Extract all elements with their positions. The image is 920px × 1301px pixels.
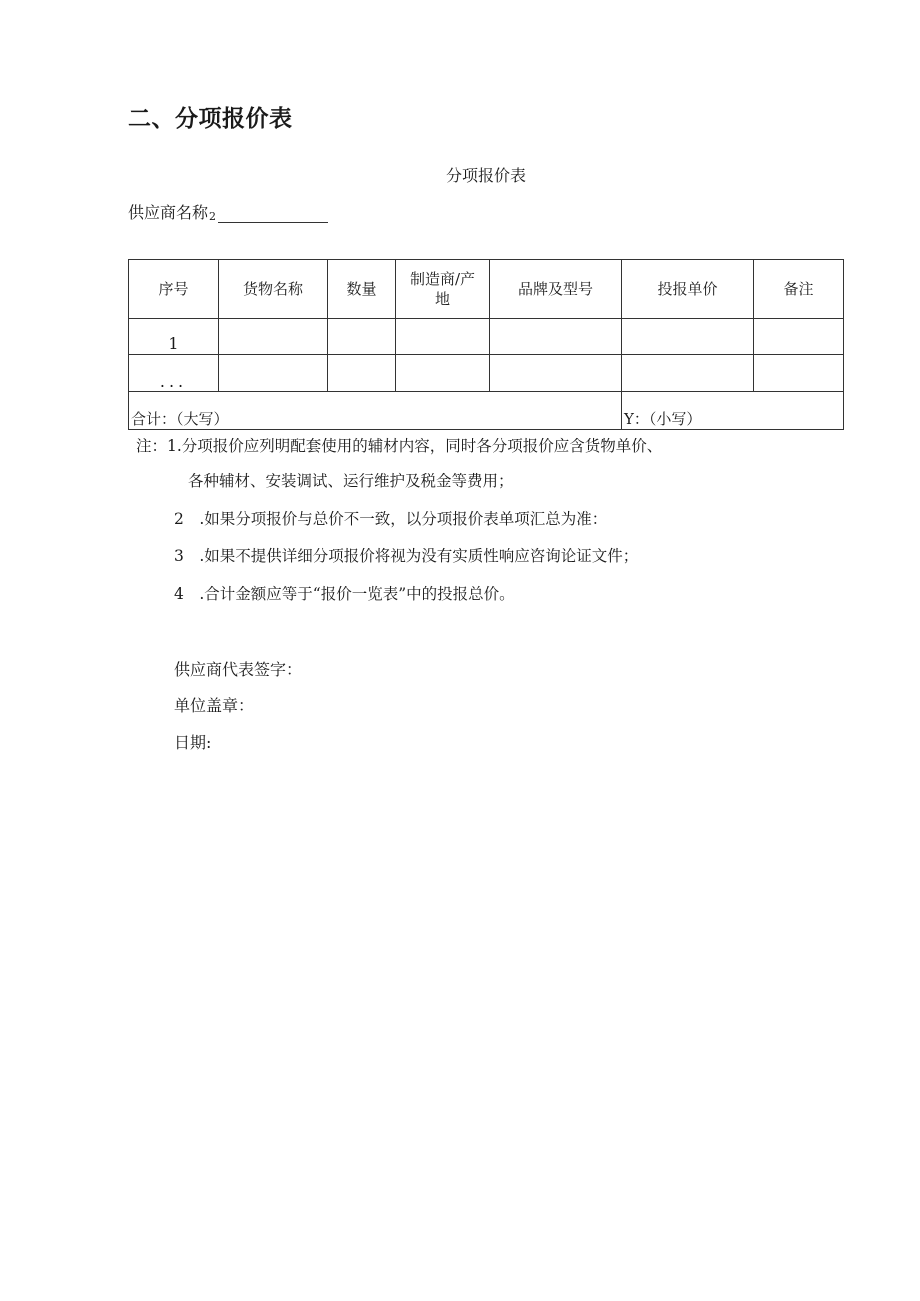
cell-remarks[interactable] (754, 319, 844, 355)
table-header-row (129, 260, 844, 319)
note-4: 4 .合计金额应等于“报价一览表”中的投报总价。 (174, 585, 515, 603)
note-1-line-2: 各种辅材、安装调试、运行维护及税金等费用； (188, 472, 514, 490)
cell-quantity[interactable] (328, 319, 396, 355)
header-quantity: 数量 (328, 260, 396, 319)
date-label: 日期: (174, 733, 212, 752)
supplier-name-label: 供应商名称 (128, 203, 209, 222)
supplier-name-line (128, 200, 328, 223)
header-unit-price: 投报单价 (622, 260, 754, 319)
header-manufacturer-line2: 地 (434, 290, 450, 308)
quote-table (128, 259, 844, 430)
header-remarks: 备注 (754, 260, 844, 319)
note-1-line-1: 注：1.分项报价应列明配套使用的辅材内容，同时各分项报价应含货物单价、 (136, 437, 663, 455)
cell-goods-name[interactable] (219, 319, 328, 355)
total-in-figures[interactable]: Y：（小写） (622, 392, 844, 430)
cell-unit-price[interactable] (622, 355, 754, 392)
table-row (129, 319, 844, 355)
rep-signature-label: 供应商代表签字： (174, 660, 303, 679)
row-index: 1 (129, 319, 219, 355)
unit-seal-label: 单位盖章： (174, 696, 255, 715)
cell-goods-name[interactable] (219, 355, 328, 392)
cell-manufacturer[interactable] (396, 319, 490, 355)
section-heading: 二、分项报价表 (128, 106, 293, 132)
header-index: 序号 (129, 260, 219, 319)
header-manufacturer-line1: 制造商/产 (409, 270, 476, 288)
total-in-words[interactable]: 合计：（大写） (129, 392, 622, 430)
cell-unit-price[interactable] (622, 319, 754, 355)
row-index: ... (129, 355, 219, 392)
header-goods-name: 货物名称 (219, 260, 328, 319)
supplier-name-suffix: 2 (209, 210, 217, 223)
cell-manufacturer[interactable] (396, 355, 490, 392)
table-row (129, 355, 844, 392)
table-caption: 分项报价表 (445, 166, 526, 185)
note-2: 2 .如果分项报价与总价不一致，以分项报价表单项汇总为准： (174, 510, 608, 528)
header-brand-model: 品牌及型号 (490, 260, 622, 319)
cell-brand-model[interactable] (490, 355, 622, 392)
header-manufacturer (396, 260, 490, 319)
note-3: 3 .如果不提供详细分项报价将视为没有实质性响应咨询论证文件； (174, 547, 639, 565)
cell-brand-model[interactable] (490, 319, 622, 355)
total-row (129, 392, 844, 430)
supplier-name-field[interactable] (218, 206, 328, 223)
cell-quantity[interactable] (328, 355, 396, 392)
cell-remarks[interactable] (754, 355, 844, 392)
